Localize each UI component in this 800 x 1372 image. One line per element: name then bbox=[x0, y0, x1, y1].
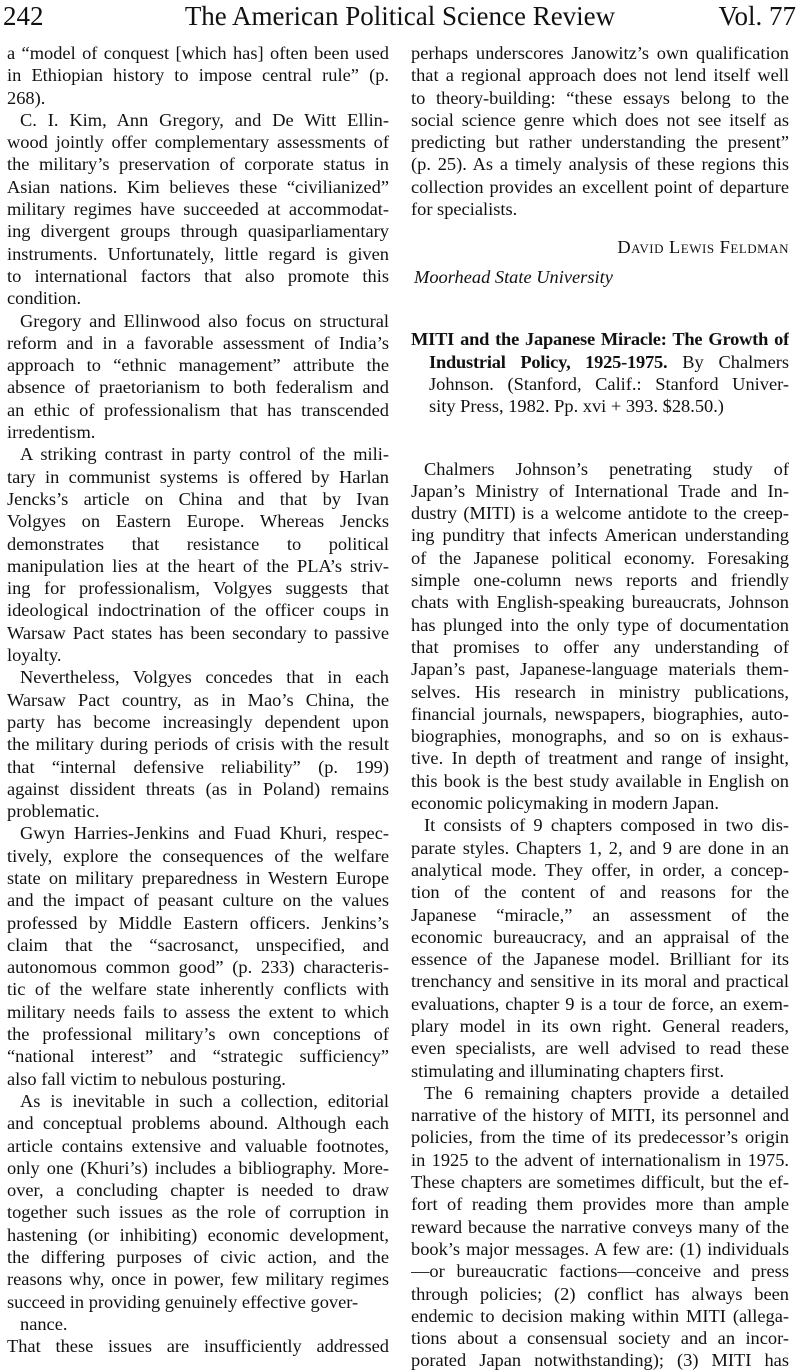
text-line: to international factors that also promote this bbox=[7, 265, 389, 286]
text-line: party has become increasingly dependent upon bbox=[7, 711, 389, 732]
text-line: also fall victim to nebulous posturing. bbox=[7, 1068, 286, 1089]
text-line: military needs fails to assess the extent to which bbox=[7, 1001, 389, 1022]
text-line: Volgyes on Eastern Europe. Whereas Jencks bbox=[7, 511, 389, 532]
text-line: tion of the content of and reasons for the bbox=[411, 882, 789, 903]
text-line: condition. bbox=[7, 288, 82, 309]
text-line: manipulation lies at the heart of the PLA’s striv- bbox=[7, 555, 389, 576]
text-line: tively, explore the consequences of the welfare bbox=[7, 845, 389, 866]
text-line: ing for professionalism, Volgyes suggests that bbox=[7, 578, 389, 599]
text-line: That these issues are insufficiently addressed bbox=[7, 1336, 389, 1357]
text-line: that a regional approach does not lend itself well bbox=[411, 65, 789, 86]
text-line: loyalty. bbox=[7, 645, 62, 666]
volume-label: Vol. 77 bbox=[718, 1, 796, 31]
book-heading-line: sity Press, 1982. Pp. xvi + 393. $28.50.) bbox=[429, 396, 724, 417]
text-line: As is inevitable in such a collection, editorial bbox=[20, 1090, 389, 1111]
text-line: Nevertheless, Volgyes concedes that in each bbox=[20, 667, 389, 688]
text-line: state on military preparedness in Western Europe bbox=[7, 867, 389, 888]
text-line: professed by Middle Eastern officers. Jenkins’s bbox=[7, 912, 389, 933]
left-column bbox=[7, 42, 389, 1358]
text-line: through policies; (2) conflict has always been bbox=[411, 1283, 789, 1304]
text-line: the military’s preservation of corporate status in bbox=[7, 154, 389, 175]
text-line: ing divergent groups through quasiparliamentary bbox=[7, 221, 389, 242]
text-line: tive. In depth of treatment and range of insight, bbox=[411, 748, 789, 769]
text-line: irredentism. bbox=[7, 422, 96, 443]
text-line: predicting but rather understanding the present” bbox=[411, 132, 789, 153]
text-line: Gwyn Harries-Jenkins and Fuad Khuri, respec- bbox=[20, 823, 389, 844]
text-line: —or bureaucratic factions—conceive and press bbox=[411, 1261, 789, 1282]
text-line: Japan’s Ministry of International Trade and In- bbox=[411, 480, 789, 501]
text-line: has plunged into the only type of documentation bbox=[411, 614, 789, 635]
text-line: 268). bbox=[7, 87, 46, 108]
book-heading bbox=[411, 328, 789, 417]
text-line: Chalmers Johnson’s penetrating study of bbox=[424, 458, 789, 479]
text-line: the differing purposes of civic action, and the bbox=[7, 1247, 389, 1268]
text-line: tary in communist systems is offered by Harlan bbox=[7, 466, 389, 487]
text-line: claim that the “sacrosanct, unspecified, and bbox=[7, 934, 389, 955]
text-line: wood jointly offer complementary assessments of bbox=[7, 132, 389, 153]
journal-title: The American Political Science Review bbox=[184, 1, 616, 31]
text-line: only one (Khuri’s) includes a bibliography. More- bbox=[7, 1157, 389, 1178]
text-line: a “model of conquest [which has] often been used bbox=[7, 43, 389, 63]
text-line: evaluations, chapter 9 is a tour de force, an exem- bbox=[411, 993, 789, 1014]
reviewer-affiliation: Moorhead State University bbox=[414, 267, 613, 288]
text-line: together such issues as the role of corruption in bbox=[7, 1202, 389, 1223]
text-line: of the Japanese political economy. Foresaking bbox=[411, 547, 789, 568]
text-line: fort of reading them provides more than ample bbox=[411, 1194, 789, 1215]
text-line: and the impact of peasant culture on the values bbox=[7, 890, 389, 911]
text-line: trenchancy and sensitive in its moral and practical bbox=[411, 971, 789, 992]
text-line: It consists of 9 chapters composed in two dis- bbox=[424, 815, 789, 836]
text-line: tions about a consensual society and an incor- bbox=[411, 1328, 789, 1349]
text-line: that promises to offer any understanding of bbox=[411, 636, 789, 657]
text-line: reward because the narrative conveys many of the bbox=[411, 1216, 789, 1237]
text-line: policies, from the time of its predecessor’s origin bbox=[411, 1127, 789, 1148]
text-line: (p. 25). As a timely analysis of these regions this bbox=[411, 154, 789, 175]
text-line: selves. His research in ministry publications, bbox=[411, 681, 789, 702]
text-line: ing punditry that infects American understanding bbox=[411, 525, 789, 546]
book-title: MITI and the Japanese Miracle: The Growth of bbox=[411, 329, 789, 350]
text-line: reform and in a favorable assessment of India’s bbox=[7, 332, 389, 353]
right-column bbox=[411, 42, 789, 1372]
text-line: biographies, monographs, and so on is exhaus- bbox=[411, 726, 789, 747]
text-line: this book is the best study available in English on bbox=[411, 770, 789, 791]
text-line: over, a concluding chapter is needed to draw bbox=[7, 1180, 389, 1201]
text-line: financial journals, newspapers, biographies, auto- bbox=[411, 703, 789, 724]
page-number: 242 bbox=[3, 1, 44, 31]
review-conclusion bbox=[411, 42, 789, 220]
text-line: dustry (MITI) is a welcome antidote to the creep- bbox=[411, 503, 789, 524]
text-line: and conceptual problems abound. Although each bbox=[7, 1113, 389, 1134]
text-line: parate styles. Chapters 1, 2, and 9 are done in an bbox=[411, 837, 789, 858]
text-line: against dissident threats (as in Poland) remains bbox=[7, 778, 389, 799]
text-line: reasons why, once in power, few military regimes bbox=[7, 1269, 389, 1290]
text-line: the professional military’s own conceptions of bbox=[7, 1024, 389, 1045]
text-line: These chapters are sometimes difficult, but the ef- bbox=[411, 1172, 789, 1193]
text-line: approach to “ethnic management” attribute the bbox=[7, 355, 389, 376]
text-line: tic of the welfare state inherently conflicts with bbox=[7, 979, 389, 1000]
text-line: absence of praetorianism to both federalism and bbox=[7, 377, 389, 398]
page-header bbox=[0, 0, 800, 38]
text-line: hastening (or inhibiting) economic development, bbox=[7, 1224, 389, 1245]
text-line: analytical mode. They offer, in order, a concep- bbox=[411, 859, 789, 880]
text-line: in Ethiopian history to impose central rule” (p. bbox=[7, 65, 389, 86]
text-line: succeed in providing genuinely effective gover- bbox=[7, 1291, 359, 1312]
text-line: collection provides an excellent point of departure bbox=[411, 176, 789, 197]
text-line: plary model in its own right. General readers, bbox=[411, 1015, 789, 1036]
text-line: for specialists. bbox=[411, 199, 518, 220]
text-line: C. I. Kim, Ann Gregory, and De Witt Ellin- bbox=[20, 109, 389, 130]
text-line: “national interest” and “strategic sufficiency” bbox=[7, 1046, 389, 1067]
text-line: social science genre which does not see itself as bbox=[411, 109, 789, 130]
text-line: economic policymaking in modern Japan. bbox=[411, 793, 719, 814]
book-heading-line bbox=[411, 328, 789, 350]
text-line: the military during periods of crisis with the result bbox=[7, 734, 389, 755]
text-line: book’s major messages. A few are: (1) individuals bbox=[411, 1238, 789, 1259]
review-body bbox=[411, 458, 789, 1372]
text-line: porated Japan notwithstanding); (3) MITI has bbox=[411, 1350, 789, 1371]
text-line: The 6 remaining chapters provide a detailed bbox=[424, 1082, 789, 1103]
text-line: A striking contrast in party control of the mili- bbox=[20, 444, 389, 465]
text-line: demonstrates that resistance to political bbox=[7, 533, 389, 554]
reviewer-name: David Lewis Feldman bbox=[617, 237, 789, 258]
text-line: to theory-building: “these essays belong to the bbox=[411, 87, 789, 108]
text-line: nance. bbox=[20, 1313, 68, 1334]
text-line: ideological indoctrination of the officer coups in bbox=[7, 600, 389, 621]
text-line: military regimes have succeeded at accommodat- bbox=[7, 199, 389, 220]
text-line: autonomous common good” (p. 233) characteris- bbox=[7, 957, 389, 978]
book-title-cont: Industrial Policy, 1925-1975. bbox=[429, 351, 668, 372]
text-line: Warsaw Pact states has been secondary to passive bbox=[7, 622, 389, 643]
text-line: narrative of the history of MITI, its personnel and bbox=[411, 1105, 789, 1126]
text-line: essence of the Japanese model. Brilliant for its bbox=[411, 949, 789, 970]
text-line: that “internal defensive reliability” (p. 199) bbox=[7, 756, 389, 777]
text-line: Asian nations. Kim believes these “civilianized” bbox=[7, 176, 389, 197]
text-line: Japan’s past, Japanese-language materials them- bbox=[411, 659, 789, 680]
text-line: an ethic of professionalism that has transcended bbox=[7, 399, 389, 420]
text-line: in 1925 to the advent of internationalism in 1975. bbox=[411, 1149, 789, 1170]
text-line: Gregory and Ellinwood also focus on structural bbox=[20, 310, 389, 331]
text-line: economic bureaucracy, and an appraisal of the bbox=[411, 926, 789, 947]
text-line: Warsaw Pact country, as in Mao’s China, the bbox=[7, 689, 389, 710]
text-line: problematic. bbox=[7, 801, 100, 822]
text-line: Japanese “miracle,” an assessment of the bbox=[411, 904, 789, 925]
book-heading-line: Johnson. (Stanford, Calif.: Stanford Univer- bbox=[429, 373, 789, 394]
book-heading-line bbox=[411, 351, 789, 373]
text-line: chats with English-speaking bureaucrats, Johnson bbox=[411, 592, 789, 613]
text-line: article contains extensive and valuable footnotes, bbox=[7, 1135, 389, 1156]
text-line: even specialists, are well advised to read these bbox=[411, 1038, 789, 1059]
text-line: Jencks’s article on China and that by Ivan bbox=[7, 488, 389, 509]
text-line: stimulating and illuminating chapters first. bbox=[411, 1060, 725, 1081]
text-line: perhaps underscores Janowitz’s own qualification bbox=[411, 43, 789, 63]
text-line: instruments. Unfortunately, little regard is given bbox=[7, 243, 389, 264]
text-line: simple one-column news reports and friendly bbox=[411, 570, 789, 591]
book-author-intro: By Chalmers bbox=[667, 351, 789, 372]
text-line: endemic to decision making within MITI (allega- bbox=[411, 1305, 789, 1326]
